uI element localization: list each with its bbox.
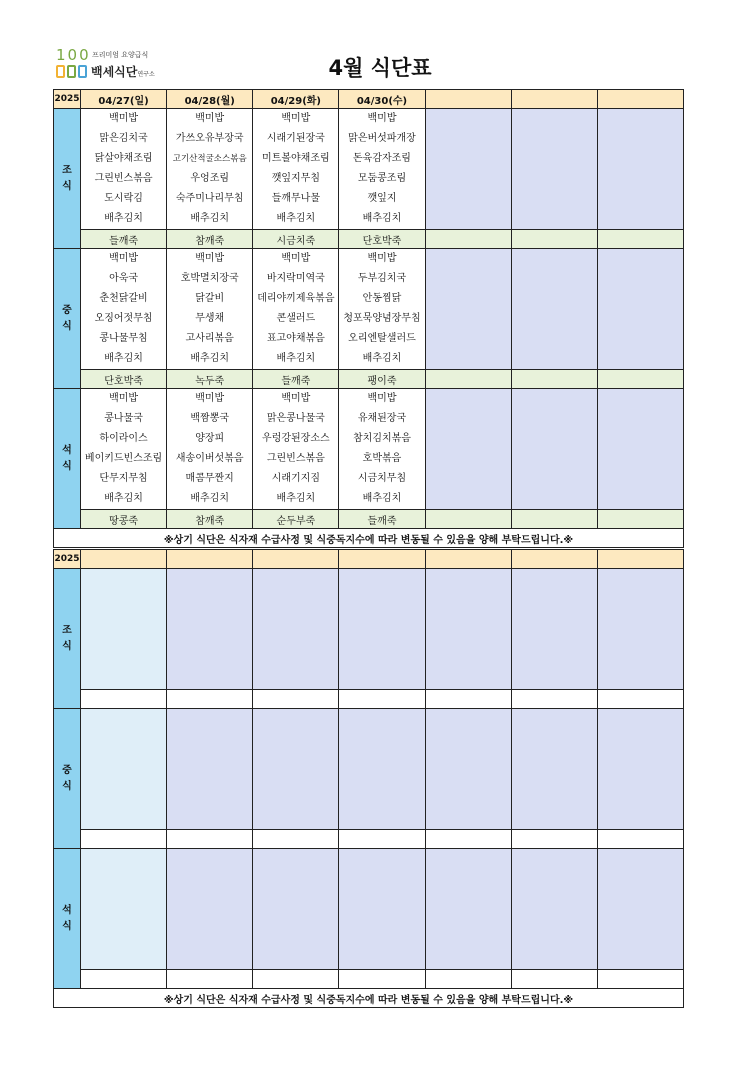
porridge-cell [339,690,425,709]
menu-item: 시금치무침 [357,473,407,484]
menu-cell [511,389,597,510]
header-row [54,90,684,109]
meal-label: 석 식 [54,849,81,989]
logo-tagline: 프리미엄 요양급식 [92,51,149,59]
menu-item: 고기산적굴소스볶음 [172,154,247,164]
menu-table-week1 [53,89,684,548]
porridge-row-breakfast [54,230,684,249]
menu-cell [339,569,425,690]
menu-item: 배추김치 [190,353,230,364]
menu-item: 유채된장국 [357,413,407,424]
menu-item: 숙주미나리무침 [175,193,244,204]
menu-cell [253,849,339,970]
menu-cell [253,109,339,230]
menu-item: 베이키드빈스조림 [84,453,163,464]
porridge-cell [511,510,597,529]
porridge-cell: 녹두죽 [167,370,253,389]
menu-cell [597,709,683,830]
porridge-cell [425,370,511,389]
notice-text: ※상기 식단은 식자재 수급사정 및 식중독지수에 따라 변동될 수 있음을 양해 부탁드립니다.※ [54,529,684,548]
date-header [425,90,511,109]
porridge-row-dinner [54,510,684,529]
menu-item: 그린빈스볶음 [266,453,325,464]
menu-item: 두부김치국 [357,273,407,284]
menu-cell [81,249,167,370]
menu-item: 우엉조림 [190,173,230,184]
menu-item: 배추김치 [276,353,316,364]
menu-cell [597,389,683,510]
menu-cell [167,389,253,510]
menu-cell [167,709,253,830]
menu-cell [253,249,339,370]
menu-item: 배추김치 [190,213,230,224]
date-header: 04/28(월) [167,90,253,109]
porridge-cell [425,690,511,709]
porridge-cell [81,830,167,849]
porridge-row [54,970,684,989]
menu-item: 배추김치 [362,213,402,224]
porridge-cell [597,970,683,989]
menu-item: 백미밥 [281,393,311,404]
menu-item: 백미밥 [367,393,397,404]
menu-item: 닭갈비 [195,293,225,304]
porridge-cell: 시금치죽 [253,230,339,249]
menu-item: 백미밥 [195,393,225,404]
date-header [511,550,597,569]
meal-label-lunch: 중 식 [54,249,81,389]
menu-item: 백미밥 [109,393,139,404]
menu-item: 맑은버섯파개장 [348,133,416,144]
porridge-cell [339,830,425,849]
menu-item: 배추김치 [276,213,316,224]
menu-cell [425,249,511,370]
logo-number: 100 [56,46,91,64]
porridge-cell: 참깨죽 [167,510,253,529]
menu-cell [339,109,425,230]
menu-cell [511,109,597,230]
menu-item: 백미밥 [109,113,139,124]
porridge-cell [81,690,167,709]
porridge-cell: 들깨죽 [81,230,167,249]
porridge-cell [511,830,597,849]
menu-item: 춘천닭갈비 [99,293,148,304]
porridge-cell: 팽이죽 [339,370,425,389]
porridge-cell [511,230,597,249]
menu-cell [597,249,683,370]
porridge-cell [425,230,511,249]
menu-item: 시래기된장국 [266,133,325,144]
porridge-cell [511,370,597,389]
menu-cell [597,849,683,970]
menu-item: 콩나물국 [104,413,143,424]
menu-item: 깻잎지 [367,193,397,204]
porridge-cell: 단호박죽 [339,230,425,249]
menu-item: 우렁강된장소스 [262,433,330,444]
menu-cell [425,849,511,970]
porridge-cell [253,690,339,709]
porridge-cell [425,510,511,529]
menu-cell [81,389,167,510]
menu-item: 백미밥 [109,253,139,264]
porridge-cell [597,830,683,849]
menu-item: 닭살야채조림 [94,153,153,164]
menu-item: 오징어젓무침 [94,313,153,324]
menu-item: 아욱국 [109,273,139,284]
porridge-cell: 들깨죽 [253,370,339,389]
menu-item: 배추김치 [104,213,143,224]
porridge-cell [425,970,511,989]
menu-item: 모둠콩조림 [357,173,407,184]
menu-cell [253,389,339,510]
note-row [54,989,684,1008]
menu-item: 들깨무나물 [271,193,320,204]
porridge-row [54,690,684,709]
brand-logo [54,48,174,84]
porridge-cell [597,370,683,389]
menu-item: 참치김치볶음 [353,433,411,444]
menu-cell [511,849,597,970]
meal-label: 중 식 [54,709,81,849]
menu-item: 청포묵양념장무침 [343,313,421,324]
menu-cell [81,709,167,830]
date-header [81,550,167,569]
porridge-cell: 단호박죽 [81,370,167,389]
date-header [253,550,339,569]
meal-row-dinner [54,389,684,510]
date-header [339,550,425,569]
note-row [54,529,684,548]
date-header [425,550,511,569]
date-header: 04/30(수) [339,90,425,109]
menu-item: 가쓰오유부장국 [175,133,244,144]
menu-item: 돈육감자조림 [353,153,411,164]
menu-cell [81,109,167,230]
meal-row-lunch [54,249,684,370]
porridge-cell [511,690,597,709]
menu-cell [597,109,683,230]
meal-row [54,709,684,830]
porridge-cell [597,510,683,529]
menu-item: 백미밥 [281,113,311,124]
menu-item: 깻잎지무침 [271,173,320,184]
menu-item: 데리야끼제육볶음 [257,293,335,304]
porridge-cell [425,830,511,849]
meal-row [54,849,684,970]
menu-item: 무생채 [195,313,225,324]
menu-cell [425,709,511,830]
menu-cell [339,249,425,370]
menu-cell [511,709,597,830]
menu-item: 맑은콩나물국 [266,413,325,424]
logo-mark-icon [56,65,88,79]
menu-item: 배추김치 [276,493,316,504]
meal-row-breakfast [54,109,684,230]
menu-item: 배추김치 [362,493,402,504]
menu-cell [81,569,167,690]
menu-item: 백미밥 [367,113,397,124]
menu-item: 콘샐러드 [276,313,316,324]
date-header [511,90,597,109]
porridge-cell [597,230,683,249]
menu-item: 매콤무짠지 [185,473,234,484]
menu-item: 백짬뽕국 [190,413,230,424]
meal-label: 조 식 [54,569,81,709]
porridge-cell [167,970,253,989]
porridge-cell [81,970,167,989]
menu-item: 호박멸치장국 [180,273,239,284]
menu-cell [425,569,511,690]
menu-cell [511,249,597,370]
date-header [597,550,683,569]
logo-brand: 백세식단연구소 [91,65,155,79]
menu-cell [253,709,339,830]
date-header: 04/29(화) [253,90,339,109]
porridge-cell [253,830,339,849]
menu-item: 새송이버섯볶음 [175,453,244,464]
menu-item: 백미밥 [281,253,311,264]
porridge-cell [597,690,683,709]
menu-item: 배추김치 [362,353,402,364]
menu-cell [597,569,683,690]
menu-cell [339,709,425,830]
menu-cell [81,849,167,970]
porridge-cell: 참깨죽 [167,230,253,249]
year-cell: 2025 [54,550,81,569]
menu-cell [167,109,253,230]
notice-text: ※상기 식단은 식자재 수급사정 및 식중독지수에 따라 변동될 수 있음을 양해 부탁드립니다.※ [54,989,684,1008]
menu-item: 단무지무침 [99,473,148,484]
porridge-cell: 들깨죽 [339,510,425,529]
menu-item: 맑은김치국 [99,133,148,144]
porridge-cell [511,970,597,989]
porridge-row-lunch [54,370,684,389]
menu-cell [339,849,425,970]
menu-item: 미트볼야채조림 [262,153,330,164]
page-title: 4월 식단표 [328,56,432,80]
meal-row [54,569,684,690]
menu-item: 호박볶음 [362,453,402,464]
menu-cell [511,569,597,690]
porridge-row [54,830,684,849]
menu-item: 안동찜닭 [362,293,402,304]
porridge-cell: 순두부죽 [253,510,339,529]
porridge-cell: 땅콩죽 [81,510,167,529]
menu-item: 배추김치 [190,493,230,504]
porridge-cell [167,690,253,709]
menu-cell [425,389,511,510]
menu-item: 콩나물무침 [99,333,148,344]
menu-item: 고사리볶음 [185,333,234,344]
menu-item: 그린빈스볶음 [94,173,153,184]
menu-item: 백미밥 [195,253,225,264]
menu-item: 시래기지짐 [271,473,320,484]
menu-cell [167,569,253,690]
menu-item: 표고야채볶음 [266,333,325,344]
menu-cell [425,109,511,230]
menu-item: 백미밥 [195,113,225,124]
menu-item: 하이라이스 [99,433,148,444]
menu-cell [167,849,253,970]
header-row [54,550,684,569]
porridge-cell [339,970,425,989]
menu-item: 배추김치 [104,353,143,364]
menu-cell [339,389,425,510]
menu-item: 도시락김 [104,193,143,204]
menu-cell [253,569,339,690]
menu-table-week2 [53,549,684,1008]
date-header: 04/27(일) [81,90,167,109]
menu-cell [167,249,253,370]
menu-item: 양장피 [195,433,225,444]
meal-label-dinner: 석 식 [54,389,81,529]
menu-item: 오리엔탈샐러드 [348,333,416,344]
menu-item: 바지락미역국 [266,273,325,284]
porridge-cell [167,830,253,849]
menu-item: 배추김치 [104,493,143,504]
year-cell: 2025 [54,90,81,109]
meal-label-breakfast: 조 식 [54,109,81,249]
date-header [167,550,253,569]
menu-item: 백미밥 [367,253,397,264]
date-header [597,90,683,109]
porridge-cell [253,970,339,989]
